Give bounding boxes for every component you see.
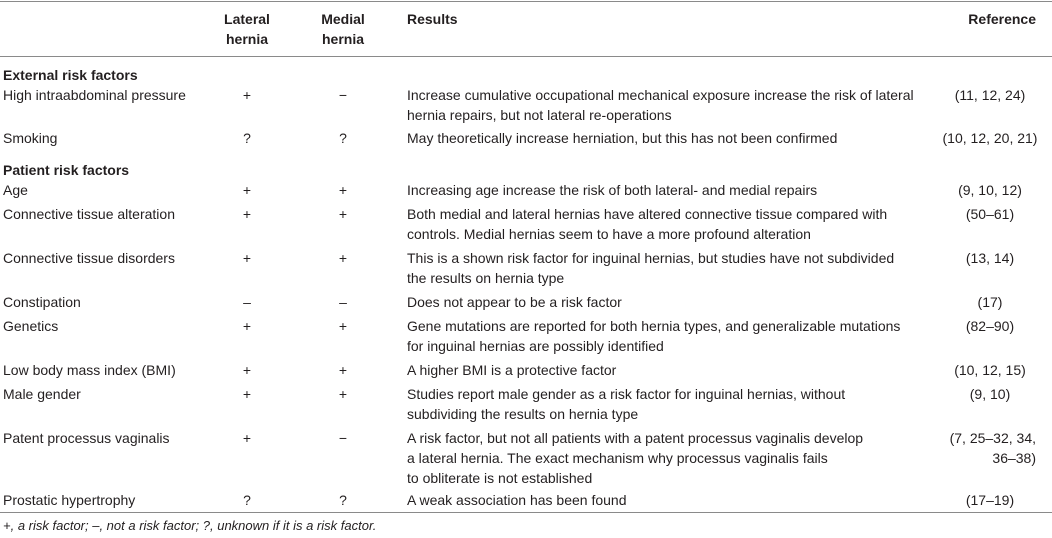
reference-citation: (82–90)	[965, 318, 1015, 334]
results-text: A risk factor, but not all patients with a patent processus vaginalis develop	[407, 430, 864, 446]
results-text: Increasing age increase the risk of both lateral- and medial repairs	[407, 182, 818, 198]
header-lateral-hernia	[205, 9, 289, 49]
results-text: for inguinal hernias are possibly identified	[407, 338, 664, 354]
lateral-hernia-value: –	[243, 294, 251, 310]
header-lateral-line1: Lateral	[224, 11, 270, 27]
reference-citation: (9, 10)	[969, 386, 1011, 402]
results-text: A higher BMI is a protective factor	[407, 362, 617, 378]
reference-citation: (10, 12, 20, 21)	[942, 130, 1038, 146]
results-text: Gene mutations are reported for both hernia types, and generalizable mutations	[407, 318, 901, 334]
header-medial-line1: Medial	[321, 11, 365, 27]
results-text: hernia repairs, but not lateral re-operations	[407, 107, 672, 123]
header-results: Results	[407, 11, 458, 27]
lateral-hernia-value: +	[242, 430, 252, 446]
risk-factor-name: Smoking	[3, 130, 58, 146]
medial-hernia-value: –	[339, 294, 347, 310]
reference-citation: (11, 12, 24)	[954, 87, 1026, 103]
header-lateral-line2: hernia	[225, 31, 268, 47]
risk-factor-name: High intraabdominal pressure	[3, 87, 186, 103]
lateral-hernia-value: +	[242, 250, 252, 266]
section-title: External risk factors	[3, 67, 138, 83]
reference-citation: (17–19)	[965, 492, 1015, 508]
header-medial-line2: hernia	[321, 31, 364, 47]
medial-hernia-value: +	[338, 182, 348, 198]
results-text: A weak association has been found	[407, 492, 627, 508]
table-top-rule	[0, 1, 1052, 2]
risk-factor-name: Prostatic hypertrophy	[3, 492, 136, 508]
risk-factor-name: Male gender	[3, 386, 81, 402]
risk-factor-name: Low body mass index (BMI)	[3, 362, 176, 378]
lateral-hernia-value: ?	[243, 492, 251, 508]
risk-factor-name: Patent processus vaginalis	[3, 430, 170, 446]
header-medial-hernia	[301, 9, 385, 49]
medial-hernia-value: +	[338, 362, 348, 378]
lateral-hernia-value: +	[242, 182, 252, 198]
results-text: This is a shown risk factor for inguinal hernias, but studies have not subdivided	[407, 250, 895, 266]
medial-hernia-value: ?	[339, 492, 347, 508]
medial-hernia-value: +	[338, 250, 348, 266]
results-text: to obliterate is not established	[407, 470, 593, 486]
medial-hernia-value: +	[338, 206, 348, 222]
table-bottom-rule	[0, 512, 1052, 513]
medial-hernia-value: −	[338, 87, 348, 103]
lateral-hernia-value: +	[242, 362, 252, 378]
results-text: the results on hernia type	[407, 270, 565, 286]
section-title: Patient risk factors	[3, 162, 130, 178]
risk-factor-name: Constipation	[3, 294, 81, 310]
risk-factor-name: Genetics	[3, 318, 59, 334]
risk-factor-name: Age	[3, 182, 28, 198]
reference-citation: (7, 25–32, 34,	[949, 430, 1036, 446]
header-bottom-rule	[0, 56, 1052, 57]
reference-citation: (9, 10, 12)	[958, 182, 1022, 198]
medial-hernia-value: +	[338, 386, 348, 402]
lateral-hernia-value: +	[242, 318, 252, 334]
reference-citation: 36–38)	[992, 450, 1036, 466]
lateral-hernia-value: +	[242, 386, 252, 402]
medial-hernia-value: ?	[339, 130, 347, 146]
results-text: controls. Medial hernias seem to have a more profound alteration	[407, 226, 811, 242]
reference-citation: (10, 12, 15)	[954, 362, 1026, 378]
results-text: a lateral hernia. The exact mechanism why processus vaginalis fails	[407, 450, 828, 466]
results-text: Does not appear to be a risk factor	[407, 294, 622, 310]
reference-citation: (13, 14)	[965, 250, 1015, 266]
medial-hernia-value: −	[338, 430, 348, 446]
lateral-hernia-value: ?	[243, 130, 251, 146]
lateral-hernia-value: +	[242, 87, 252, 103]
reference-citation: (50–61)	[965, 206, 1015, 222]
results-text: Both medial and lateral hernias have altered connective tissue compared with	[407, 206, 888, 222]
reference-citation: (17)	[977, 294, 1003, 310]
lateral-hernia-value: +	[242, 206, 252, 222]
risk-factor-name: Connective tissue alteration	[3, 206, 175, 222]
medial-hernia-value: +	[338, 318, 348, 334]
results-text: subdividing the results on hernia type	[407, 406, 639, 422]
table-footnote: +, a risk factor; –, not a risk factor; ?, unknown if it is a risk factor.	[3, 518, 377, 533]
results-text: May theoretically increase herniation, but this has not been confirmed	[407, 130, 838, 146]
header-reference: Reference	[968, 11, 1036, 27]
risk-factor-name: Connective tissue disorders	[3, 250, 175, 266]
results-text: Studies report male gender as a risk factor for inguinal hernias, without	[407, 386, 846, 402]
results-text: Increase cumulative occupational mechanical exposure increase the risk of lateral	[407, 87, 914, 103]
